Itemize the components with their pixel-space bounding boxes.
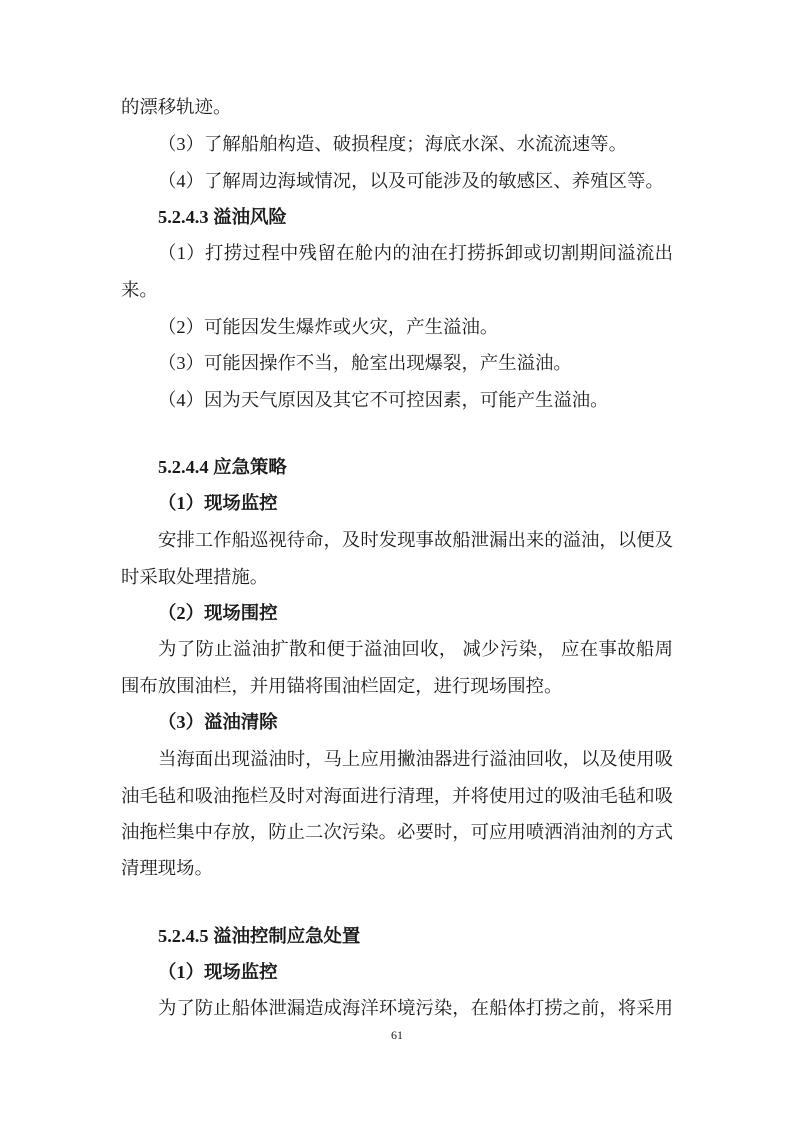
subheading-site-monitoring-2: （1）现场监控 (158, 962, 278, 982)
list-item: （2）可能因发生爆炸或火灾，产生溢油。 (158, 317, 499, 337)
list-item: （4）了解周边海域情况，以及可能涉及的敏感区、养殖区等。 (158, 171, 664, 191)
section-heading-5-2-4-5: 5.2.4.5 溢油控制应急处置 (158, 926, 361, 946)
paragraph-line: 清理现场。 (121, 858, 213, 878)
paragraph-line: 安排工作船巡视待命，及时发现事故船泄漏出来的溢油，以便及 (158, 530, 673, 550)
paragraph-line: 围布放围油栏，并用锚将围油栏固定，进行现场围控。 (121, 676, 563, 696)
paragraph-line: 为了防止溢油扩散和便于溢油回收， 减少污染， 应在事故船周 (158, 639, 673, 659)
subheading-oil-removal: （3）溢油清除 (158, 712, 278, 732)
paragraph-line: 来。 (121, 280, 158, 300)
section-heading-5-2-4-3: 5.2.4.3 溢油风险 (158, 207, 287, 227)
paragraph-line: 为了防止船体泄漏造成海洋环境污染，在船体打捞之前，将采用 (158, 998, 673, 1018)
list-item: （3）可能因操作不当，舱室出现爆裂，产生溢油。 (158, 353, 572, 373)
subheading-site-monitoring: （1）现场监控 (158, 493, 278, 513)
list-item: （3）了解船舶构造、破损程度；海底水深、水流流速等。 (158, 134, 627, 154)
list-item: （4）因为天气原因及其它不可控因素，可能产生溢油。 (158, 390, 609, 410)
paragraph-line: 油毛毡和吸油拖栏及时对海面进行清理，并将使用过的吸油毛毡和吸 (121, 786, 673, 806)
paragraph-line: 时采取处理措施。 (121, 567, 269, 587)
subheading-site-containment: （2）现场围控 (158, 603, 278, 623)
page-number: 61 (391, 1028, 403, 1042)
paragraph-line: 当海面出现溢油时，马上应用撇油器进行溢油回收，以及使用吸 (158, 749, 673, 769)
paragraph-line: 油拖栏集中存放，防止二次污染。必要时，可应用喷洒消油剂的方式 (121, 822, 673, 842)
section-heading-5-2-4-4: 5.2.4.4 应急策略 (158, 457, 287, 477)
list-item: （1）打捞过程中残留在舱内的油在打捞拆卸或切割期间溢流出 (158, 243, 673, 263)
paragraph-line: 的漂移轨迹。 (121, 97, 232, 117)
